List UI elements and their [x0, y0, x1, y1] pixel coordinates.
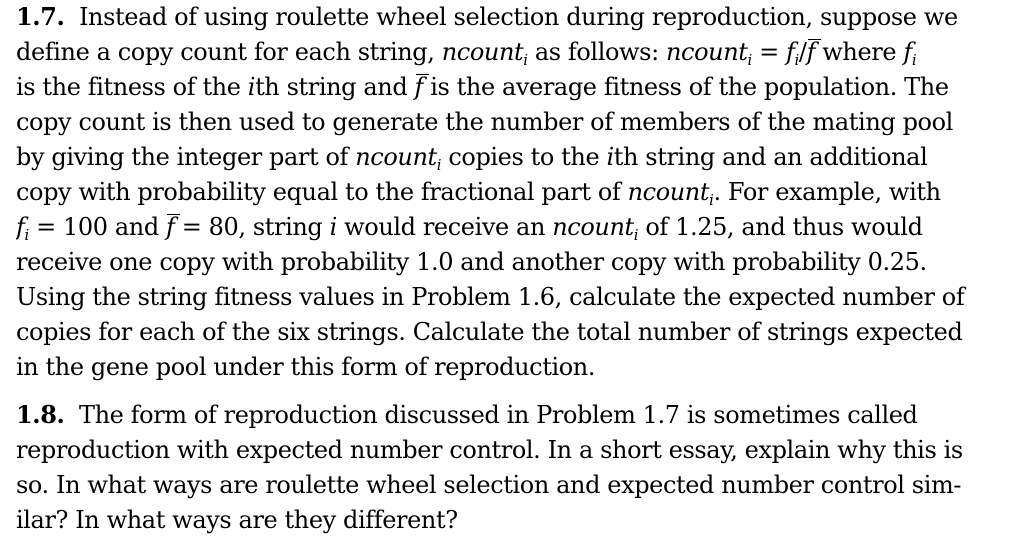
problem-line: reproduction with expected number control. In a short essay, explain why this is	[16, 436, 963, 464]
problem-line: ilar? In what ways are they different?	[16, 506, 458, 534]
problem-line: receive one copy with probability 1.0 and another copy with probability 0.25.	[16, 248, 927, 276]
problem-line: so. In what ways are roulette wheel selection and expected number control sim-	[16, 471, 962, 499]
problem-line: by giving the integer part of ncount$_i$ copies to the ith string and an additional	[16, 143, 928, 175]
problem-number: 1.8.	[16, 400, 65, 429]
problem-line: define a copy count for each string, ncount$_i$ as follows: ncount$_i$ = $f_i/f$ where $f_i$	[16, 38, 917, 70]
problem-line: $f_i = 100$ and f = 80, string i would receive an ncount$_i$ of 1.25, and thus would	[16, 213, 923, 245]
problem-line: copy count is then used to generate the number of members of the mating pool	[16, 108, 953, 136]
problem-line: 1.8. The form of reproduction discussed in Problem 1.7 is sometimes called	[16, 400, 918, 429]
problem-line: copies for each of the six strings. Calculate the total number of strings expected	[16, 318, 963, 346]
problem-line: is the fitness of the ith string and f is the average fitness of the population. The	[16, 73, 949, 101]
problem-line: copy with probability equal to the fractional part of ncount$_i$. For example, with	[16, 178, 941, 210]
problem-line: in the gene pool under this form of reproduction.	[16, 353, 596, 381]
problem-line: 1.7. Instead of using roulette wheel selection during reproduction, suppose we	[16, 2, 958, 31]
problem-number: 1.7.	[16, 2, 65, 31]
problem-line: Using the string fitness values in Problem 1.6, calculate the expected number of	[16, 283, 965, 311]
